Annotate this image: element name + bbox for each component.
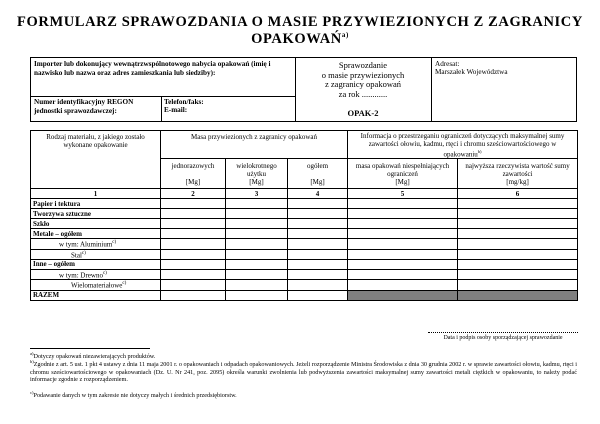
data-cell[interactable] (348, 219, 458, 229)
data-cell[interactable] (348, 290, 458, 300)
footnote-b (30, 358, 577, 384)
email-label: E-mail: (164, 106, 188, 114)
data-cell[interactable] (458, 290, 578, 300)
header-divider (161, 96, 162, 121)
table-body (31, 199, 578, 300)
footnote-mark: c) (102, 270, 107, 276)
data-cell[interactable] (288, 280, 348, 290)
data-cell[interactable] (288, 229, 348, 239)
report-title-line: o masie przywiezionych (321, 69, 405, 80)
footnote-mark: c) (112, 240, 117, 246)
col-max-header (458, 159, 578, 189)
report-title-line: z zagranicy opakowań (325, 79, 401, 89)
table-row (31, 269, 578, 279)
data-cell[interactable] (458, 249, 578, 259)
footnote-text: Dotyczy opakowań niezawierających produktów. (33, 353, 156, 361)
data-cell[interactable] (226, 239, 288, 249)
data-cell[interactable] (226, 269, 288, 279)
data-cell[interactable] (288, 209, 348, 219)
data-cell[interactable] (226, 290, 288, 300)
data-cell[interactable] (458, 259, 578, 269)
column-number: 3 (226, 189, 288, 199)
data-cell[interactable] (458, 199, 578, 209)
column-number: 5 (348, 189, 458, 199)
data-cell[interactable] (161, 290, 226, 300)
data-cell[interactable] (288, 219, 348, 229)
data-cell[interactable] (458, 219, 578, 229)
data-cell[interactable] (458, 209, 578, 219)
row-label (31, 219, 161, 229)
header-divider (431, 58, 432, 121)
unit-label: [Mg] (310, 177, 325, 186)
unit-label: [Mg] (395, 177, 410, 186)
row-label (31, 229, 161, 239)
row-label-text: Papier i tektura (33, 199, 81, 208)
row-label-text: Tworzywa sztuczne (33, 209, 91, 218)
report-year: za rok ............ (338, 88, 388, 99)
data-cell[interactable] (288, 290, 348, 300)
table-row (31, 229, 578, 239)
addressee-value: Marszałek Województwa (435, 68, 508, 76)
data-cell[interactable] (348, 280, 458, 290)
addressee-label: Adresat: (435, 60, 460, 68)
data-cell[interactable] (458, 280, 578, 290)
col-multi-label: wielokrotnego użytku (236, 161, 277, 178)
signature-line (428, 332, 578, 333)
footnote-mark: c) (30, 390, 34, 395)
data-cell[interactable] (161, 229, 226, 239)
col-single-header (161, 159, 226, 189)
footnote-text: Zgodnie z art. 5 ust. 1 pkt 4 ustawy z dnia 11 maja 2001 r. o opakowaniach i odpadach opakowaniowych. Jeżeli rozporządzenie Ministra Środowiska z dnia 30 grudnia 2002 r. w sprawie zawartości ołowiu, kadmu, rtęci i chromu sześciowartościowego w opakowaniach (Dz. U. Nr 241, poz. 2095) określa warunki zwolnienia lub podwyższenia zawartości maksymalnej sumy zawartości metali ciężkich w opakowaniu, to należy podać informacje zgodnie z rozporządzeniem. (30, 361, 578, 384)
col-info-group-text: Informacja o przestrzeganiu ograniczeń dotyczących maksymalnej sumy zawartości ołowiu, kadmu, rtęci i chromu sześciowartościowego w opakowaniu (360, 132, 565, 159)
data-cell[interactable] (226, 199, 288, 209)
col-info-group-header (348, 131, 578, 159)
data-cell[interactable] (288, 269, 348, 279)
row-label-text: Szkło (33, 219, 50, 228)
data-cell[interactable] (161, 199, 226, 209)
header-divider (31, 96, 295, 97)
header-box (30, 57, 577, 122)
row-label (31, 209, 161, 219)
col-max-label: najwyższa rzeczywista wartość sumy zawartości (465, 161, 570, 178)
row-label (31, 280, 161, 290)
data-cell[interactable] (226, 219, 288, 229)
footnote-mark: c) (122, 281, 127, 287)
col-mass-group-header: Masa przywiezionych z zagranicy opakowań (161, 131, 348, 159)
table-row (31, 280, 578, 290)
footnote-mark: a) (30, 351, 34, 356)
data-cell[interactable] (348, 209, 458, 219)
row-label (31, 199, 161, 209)
unit-label: [mg/kg] (506, 177, 529, 186)
row-label-text: Wielomateriałowe (71, 281, 123, 290)
col-total-header (288, 159, 348, 189)
row-label-text: w tym: Drewno (59, 271, 103, 280)
unit-label: [Mg] (185, 177, 201, 186)
data-cell[interactable] (348, 199, 458, 209)
phone-label: Telefon/faks: (164, 98, 204, 106)
importer-label: Importer lub dokonujący wewnątrzwspólnotowego nabycia opakowań (imię i nazwisko lub nazwa oraz adres zamieszkania lub siedziby): (34, 60, 271, 77)
data-cell[interactable] (458, 239, 578, 249)
data-cell[interactable] (458, 229, 578, 239)
table-row (31, 199, 578, 209)
table-row (31, 239, 578, 249)
data-cell[interactable] (226, 249, 288, 259)
data-cell[interactable] (288, 259, 348, 269)
footnote-mark: b) (30, 359, 34, 364)
signature-label: Data i podpis osoby sporządzającej sprawozdanie (443, 335, 563, 341)
data-cell[interactable] (161, 259, 226, 269)
column-number: 1 (31, 189, 161, 199)
column-number: 4 (288, 189, 348, 199)
footnote-mark: c) (81, 250, 86, 256)
regon-label: Numer identyfikacyjny REGON jednostki sprawozdawczej: (34, 98, 134, 115)
report-title-line: Sprawozdanie (338, 60, 388, 70)
data-cell[interactable] (226, 209, 288, 219)
row-label (31, 290, 161, 300)
data-cell[interactable] (348, 259, 458, 269)
row-label-text: RAZEM (33, 291, 60, 300)
row-label-text: Stal (71, 250, 82, 259)
report-title (296, 61, 430, 99)
data-cell[interactable] (161, 269, 226, 279)
table-row (31, 249, 578, 259)
form-title-text: FORMULARZ SPRAWOZDANIA O MASIE PRZYWIEZIONYCH Z ZAGRANICY OPAKOWAŃ (17, 14, 583, 47)
data-cell[interactable] (348, 239, 458, 249)
packaging-table (30, 130, 578, 301)
data-cell[interactable] (288, 199, 348, 209)
footnote-separator (30, 348, 150, 349)
row-label-text: Inne – ogółem (33, 260, 75, 269)
data-cell[interactable] (348, 249, 458, 259)
row-label-text: Metale – ogółem (33, 229, 82, 238)
data-cell[interactable] (226, 280, 288, 290)
row-label (31, 239, 161, 249)
title-footnote-mark: a) (341, 31, 349, 40)
column-number: 6 (458, 189, 578, 199)
data-cell[interactable] (348, 269, 458, 279)
table-row (31, 219, 578, 229)
row-label (31, 269, 161, 279)
data-cell[interactable] (161, 280, 226, 290)
footnote-text: Podawanie danych w tym zakresie nie dotyczy małych i średnich przedsiębiorstw. (33, 392, 237, 400)
data-cell[interactable] (288, 249, 348, 259)
column-number: 2 (161, 189, 226, 199)
unit-label: [Mg] (249, 177, 264, 186)
footnote-c (30, 389, 577, 400)
row-label-text: w tym: Aluminium (59, 240, 113, 249)
data-cell[interactable] (161, 239, 226, 249)
col-single-label: jednorazowych (171, 161, 215, 170)
data-cell[interactable] (458, 269, 578, 279)
col-noncompliant-header (348, 159, 458, 189)
row-label (31, 249, 161, 259)
col-multi-header (226, 159, 288, 189)
table-row (31, 209, 578, 219)
col-material-header: Rodzaj materiału, z jakiego zostało wykonane opakowanie (31, 131, 161, 189)
form-code: OPAK-2 (347, 108, 379, 118)
table-row (31, 259, 578, 269)
table-row (31, 290, 578, 300)
row-label (31, 259, 161, 269)
col-noncompliant-label: masa opakowań niespełniających ograniczeń (355, 161, 450, 178)
col-total-label: ogółem (307, 161, 329, 170)
data-cell[interactable] (161, 219, 226, 229)
data-cell[interactable] (226, 229, 288, 239)
column-number-row (31, 189, 578, 199)
data-cell[interactable] (348, 229, 458, 239)
data-cell[interactable] (288, 239, 348, 249)
data-cell[interactable] (226, 259, 288, 269)
data-cell[interactable] (161, 249, 226, 259)
form-title (0, 14, 600, 48)
data-cell[interactable] (161, 209, 226, 219)
footnote-mark: b) (477, 149, 482, 154)
